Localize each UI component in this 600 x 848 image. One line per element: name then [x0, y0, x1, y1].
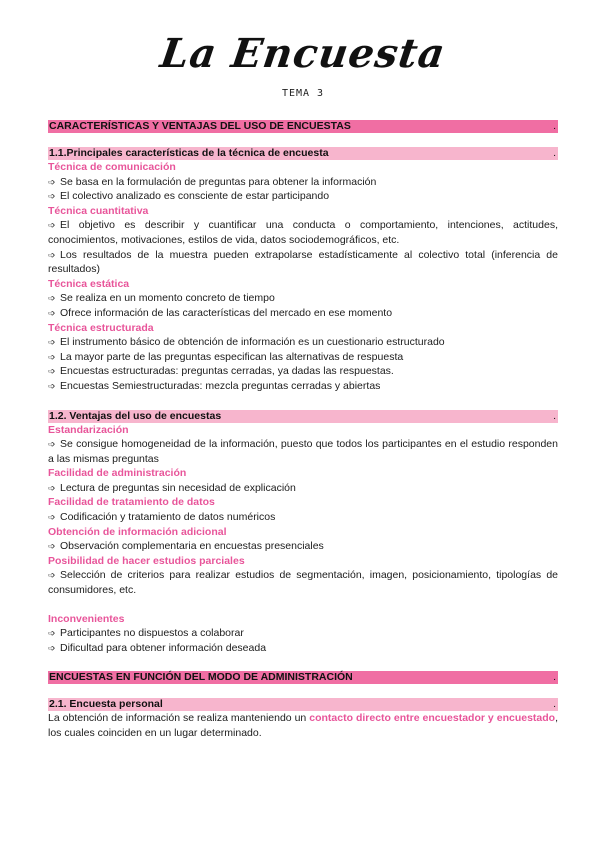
- paragraph-text: , los cuales coinciden en un lugar determinado.: [48, 712, 558, 739]
- group-heading: Técnica estática: [48, 277, 130, 290]
- section-2-heading-text: ENCUESTAS EN FUNCIÓN DEL MODO DE ADMINISTRACIÓN: [49, 671, 353, 684]
- bullet-item: [48, 379, 558, 394]
- subsection-1-1-list: [48, 160, 558, 394]
- bullet-item: [48, 218, 558, 247]
- bullet-text: Encuestas estructuradas: preguntas cerradas, ya dadas las respuestas.: [60, 365, 394, 378]
- bullet-text: Se basa en la formulación de preguntas para obtener la información: [60, 175, 377, 188]
- group-heading: Posibilidad de hacer estudios parciales: [48, 554, 245, 567]
- bullet-text: Se consigue homogeneidad de la información, puesto que todos los participantes en el estudio responden a las mismas preguntas: [48, 438, 558, 465]
- subsection-1-2-heading-text: 1.2. Ventajas del uso de encuestas: [49, 409, 222, 422]
- bullet-text: Dificultad para obtener información deseada: [60, 641, 267, 654]
- inconvenientes-list: [48, 626, 558, 655]
- bullet-item: [48, 539, 558, 554]
- bullet-item: [48, 568, 558, 597]
- group-heading: Técnica de comunicación: [48, 161, 176, 173]
- section-1-heading-dot: .: [553, 120, 556, 132]
- bullet-item: [48, 481, 558, 496]
- document-title: La Encuesta: [157, 30, 449, 77]
- bullet-text: Observación complementaria en encuestas presenciales: [60, 540, 324, 553]
- paragraph-text: La obtención de información se realiza manteniendo un: [48, 712, 310, 725]
- arrow-right-icon: ➩: [48, 351, 56, 362]
- bullet-item: [48, 350, 558, 365]
- section-2-heading: [48, 671, 558, 684]
- arrow-right-icon: ➩: [48, 512, 56, 523]
- group-heading: Obtención de información adicional: [48, 525, 227, 538]
- bullet-text: Ofrece información de las características del mercado en ese momento: [60, 306, 393, 319]
- arrow-right-icon: ➩: [48, 380, 56, 391]
- subsection-1-2-heading: [48, 410, 558, 423]
- arrow-right-icon: ➩: [48, 337, 56, 348]
- subsection-1-1-heading-dot: .: [553, 147, 556, 159]
- bullet-text: El instrumento básico de obtención de información es un cuestionario estructurado: [60, 336, 445, 349]
- bullet-item: [48, 306, 558, 321]
- bullet-item: [48, 189, 558, 204]
- arrow-right-icon: ➩: [48, 220, 56, 231]
- arrow-right-icon: ➩: [48, 642, 56, 653]
- arrow-right-icon: ➩: [48, 176, 56, 187]
- document-content: [48, 120, 558, 741]
- bullet-text: El objetivo es describir y cuantificar una conducta o comportamiento, intenciones, actitudes, conocimientos, motivaciones, estilos de vida, datos sociodemográficos, etc.: [48, 219, 558, 246]
- subsection-2-1-heading-text: 2.1. Encuesta personal: [49, 698, 163, 711]
- bullet-text: Selección de criterios para realizar estudios de segmentación, imagen, posicionamiento, tipologías de consumidores, etc.: [48, 569, 558, 597]
- bullet-text: Se realiza en un momento concreto de tiempo: [60, 292, 275, 305]
- bullet-text: Codificación y tratamiento de datos numéricos: [60, 511, 276, 524]
- bullet-item: [48, 510, 558, 525]
- bullet-text: Encuestas Semiestructuradas: mezcla preguntas cerradas y abiertas: [60, 379, 381, 392]
- bullet-text: La mayor parte de las preguntas especifican las alternativas de respuesta: [60, 350, 404, 363]
- subsection-1-1-heading-text: 1.1.Principales características de la técnica de encuesta: [49, 147, 329, 159]
- subsection-1-2-heading-dot: .: [553, 409, 556, 422]
- bullet-item: [48, 248, 558, 277]
- subsection-1-2-list: [48, 423, 558, 598]
- subsection-2-1-heading-dot: .: [553, 698, 556, 711]
- arrow-right-icon: ➩: [48, 482, 56, 493]
- bullet-item: [48, 335, 558, 350]
- arrow-right-icon: ➩: [48, 366, 56, 377]
- subsection-1-1-heading: [48, 147, 558, 160]
- subsection-2-1-heading: [48, 698, 558, 711]
- bullet-text: El colectivo analizado es consciente de estar participando: [60, 190, 330, 203]
- group-heading: Facilidad de tratamiento de datos: [48, 496, 215, 509]
- bullet-text: Los resultados de la muestra pueden extrapolarse estadísticamente al colectivo total (inferencia de resultados): [48, 248, 558, 276]
- group-heading: Estandarización: [48, 423, 129, 436]
- arrow-right-icon: ➩: [48, 541, 56, 552]
- arrow-right-icon: ➩: [48, 293, 56, 304]
- bullet-item: [48, 641, 558, 656]
- inconvenientes-heading: Inconvenientes: [48, 612, 125, 625]
- arrow-right-icon: ➩: [48, 628, 56, 639]
- bullet-item: [48, 437, 558, 466]
- arrow-right-icon: ➩: [48, 249, 56, 260]
- section-2-heading-dot: .: [553, 671, 556, 684]
- group-heading: Técnica estructurada: [48, 321, 154, 334]
- document-subtitle: TEMA 3: [281, 88, 325, 99]
- arrow-right-icon: ➩: [48, 191, 56, 202]
- arrow-right-icon: ➩: [48, 570, 56, 581]
- arrow-right-icon: ➩: [48, 439, 56, 450]
- bullet-item: [48, 175, 558, 190]
- bullet-text: Participantes no dispuestos a colaborar: [60, 627, 244, 640]
- group-heading: Técnica cuantitativa: [48, 204, 149, 217]
- bullet-text: Lectura de preguntas sin necesidad de explicación: [60, 481, 296, 494]
- section-1-heading-text: CARACTERÍSTICAS Y VENTAJAS DEL USO DE ENCUESTAS: [49, 120, 351, 132]
- bullet-item: [48, 291, 558, 306]
- section-1-heading: [48, 120, 558, 133]
- paragraph-highlight: contacto directo entre encuestador y encuestado: [309, 712, 556, 725]
- bullet-item: [48, 626, 558, 641]
- bullet-item: [48, 364, 558, 379]
- subsection-2-1-paragraph: [48, 711, 558, 740]
- arrow-right-icon: ➩: [48, 307, 56, 318]
- group-heading: Facilidad de administración: [48, 467, 187, 480]
